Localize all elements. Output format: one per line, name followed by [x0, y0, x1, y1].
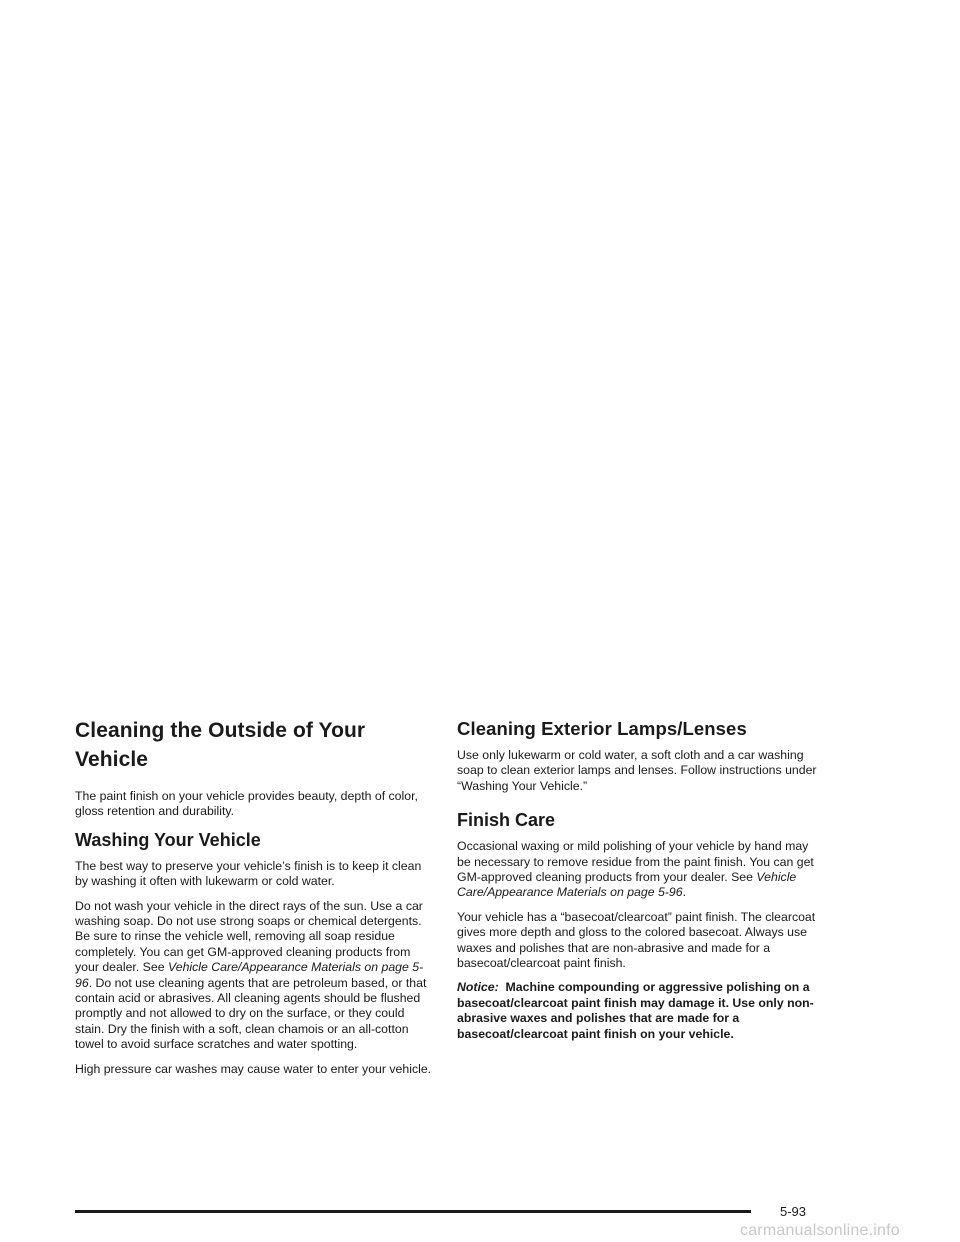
finish-text-a: Occasional waxing or mild polishing of your vehicle by hand may be necessary to remove residue from the paint finish. You can get GM-approved cleaning products from your dealer. See [457, 839, 814, 885]
notice-paragraph [457, 980, 819, 1042]
cross-reference-link[interactable]: Vehicle Care/Appearance Materials on page 5-96 [457, 870, 797, 900]
finish-text-b: . [682, 885, 687, 900]
left-column [75, 716, 437, 1086]
page-number: 5-93 [780, 1204, 807, 1219]
cross-reference-link[interactable]: Vehicle Care/Appearance Materials on page 5-96 [75, 960, 424, 990]
finish-paragraph-2: Your vehicle has a “basecoat/clearcoat” paint finish. The clearcoat gives more depth and gloss to the colored basecoat. Always use waxes and polishes that are non-abrasive and made for a basecoat/clearcoat paint finish. [457, 909, 816, 971]
washing-text-b: . Do not use cleaning agents that are petroleum based, or that contain acid or abrasives. All cleaning agents should be flushed promptly and not allowed to dry on the surface, or they could stain. Dry the finish with a soft, clean chamois or an all-cotton towel to avoid surface scratches and water spotting. [75, 975, 427, 1052]
intro-paragraph: The paint finish on your vehicle provides beauty, depth of color, gloss retention and durability. [75, 789, 418, 819]
lamps-paragraph: Use only lukewarm or cold water, a soft cloth and a car washing soap to clean exterior lamps and lenses. Follow instructions under “Washing Your Vehicle.” [457, 748, 817, 793]
watermark: carmanualsonline.info [740, 1222, 900, 1239]
washing-paragraph-3: High pressure car washes may cause water to enter your vehicle. [75, 1061, 432, 1076]
finish-paragraph-1 [457, 839, 819, 901]
subheading-finish-care: Finish Care [457, 810, 556, 831]
notice-body: Machine compounding or aggressive polishing on a basecoat/clearcoat paint finish may damage it. Use only non-abrasive waxes and polishes that are made for a basecoat/clearcoat paint finish on your vehicle. [457, 980, 814, 1041]
section-heading-cleaning-outside: Cleaning the Outside of Your Vehicle [75, 719, 366, 771]
footer-rule [75, 1210, 751, 1213]
notice-label: Notice: [457, 980, 499, 995]
washing-paragraph-2 [75, 899, 437, 1053]
section-heading-exterior-lamps: Cleaning Exterior Lamps/Lenses [457, 718, 747, 739]
washing-paragraph-1: The best way to preserve your vehicle’s finish is to keep it clean by washing it often with lukewarm or cold water. [75, 858, 422, 889]
right-column [457, 716, 819, 1051]
subheading-washing: Washing Your Vehicle [75, 829, 261, 850]
washing-text-a: Do not wash your vehicle in the direct rays of the sun. Use a car washing soap. Do not use strong soaps or chemical detergents. Be sure to rinse the vehicle well, removing all soap residue completely. You can get GM-approved cleaning products from your dealer. See [75, 898, 423, 975]
